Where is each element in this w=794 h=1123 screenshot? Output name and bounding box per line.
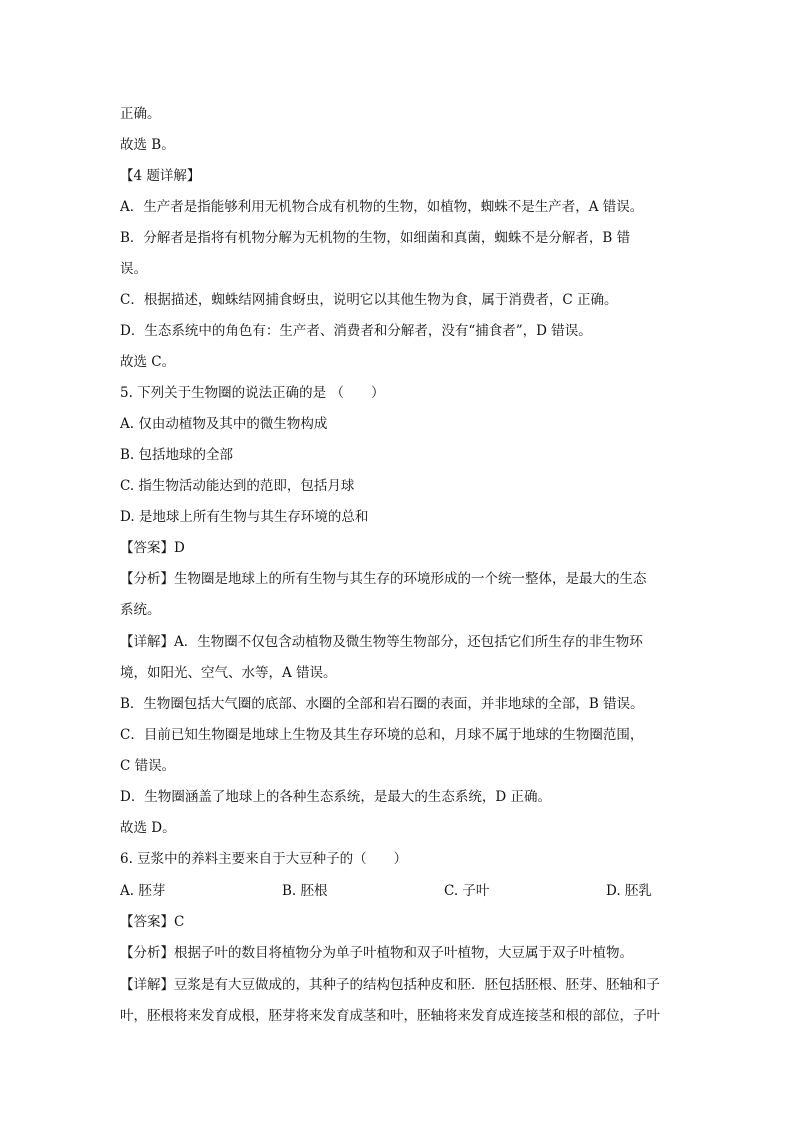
question-5-option-c: C. 指生物活动能达到的范即，包括月球 [120,478,355,494]
explanation-text: 【详解】A．生物圈不仅包含动植物及微生物等生物部分，还包括它们所生存的非生物环 [120,634,643,650]
explanation-text: 境，如阳光、空气、水等，A 错误。 [120,665,337,681]
explanation-text: 【详解】豆浆是有大豆做成的，其种子的结构包括种皮和胚．胚包括胚根、胚芽、胚轴和子 [120,977,660,993]
question-6-option-a: A. 胚芽 [120,883,166,899]
question-5-option-b: B. 包括地球的全部 [120,447,234,463]
question-5-stem: 5. 下列关于生物圈的说法正确的是 （ ） [120,385,385,401]
question-5-option-a: A. 仅由动植物及其中的微生物构成 [120,416,328,432]
text-line: B．分解者是指将有机物分解为无机物的生物，如细菌和真菌，蜘蛛不是分解者，B 错 [120,230,631,246]
analysis-text: 系统。 [120,602,161,618]
text-line: 正确。 [120,106,161,122]
question-6-option-c: C. 子叶 [444,883,490,899]
text-line: 故选 D。 [120,820,176,836]
text-line: C．根据描述，蜘蛛结网捕食蚜虫，说明它以其他生物为食，属于消费者，C 正确。 [120,292,618,308]
text-line: D．生态系统中的角色有：生产者、消费者和分解者，没有“捕食者”，D 错误。 [120,323,592,339]
question-5-option-d: D. 是地球上所有生物与其生存环境的总和 [120,509,369,525]
answer-label: 【答案】D [120,540,185,556]
answer-label: 【答案】C [120,914,185,930]
explanation-text: C．目前已知生物圈是地球上生物及其生存环境的总和，月球不属于地球的生物圈范围， [120,727,644,743]
explanation-text: D．生物圈涵盖了地球上的各种生态系统，是最大的生态系统，D 正确。 [120,789,551,805]
analysis-text: 【分析】生物圈是地球上的所有生物与其生存的环境形成的一个统一整体，是最大的生态 [120,571,647,587]
explanation-text: 叶，胚根将来发育成根，胚芽将来发育成茎和叶，胚轴将来发育成连接茎和根的部位，子叶 [120,1008,660,1024]
analysis-text: 【分析】根据子叶的数目将植物分为单子叶植物和双子叶植物，大豆属于双子叶植物。 [120,945,633,961]
text-line: 故选 B。 [120,137,175,153]
text-line: 故选 C。 [120,354,176,370]
section-heading: 【4 题详解】 [120,168,201,184]
question-6-stem: 6. 豆浆中的养料主要来自于大豆种子的（ ） [120,851,408,867]
text-line: A．生产者是指能够利用无机物合成有机物的生物，如植物，蜘蛛不是生产者，A 错误。 [120,199,644,215]
question-6-option-b: B. 胚根 [282,883,328,899]
question-6-option-d: D. 胚乳 [606,883,652,899]
text-line: 误。 [120,261,147,277]
explanation-text: B．生物圈包括大气圈的底部、水圈的全部和岩石圈的表面，并非地球的全部，B 错误。 [120,696,644,712]
explanation-text: C 错误。 [120,758,176,774]
